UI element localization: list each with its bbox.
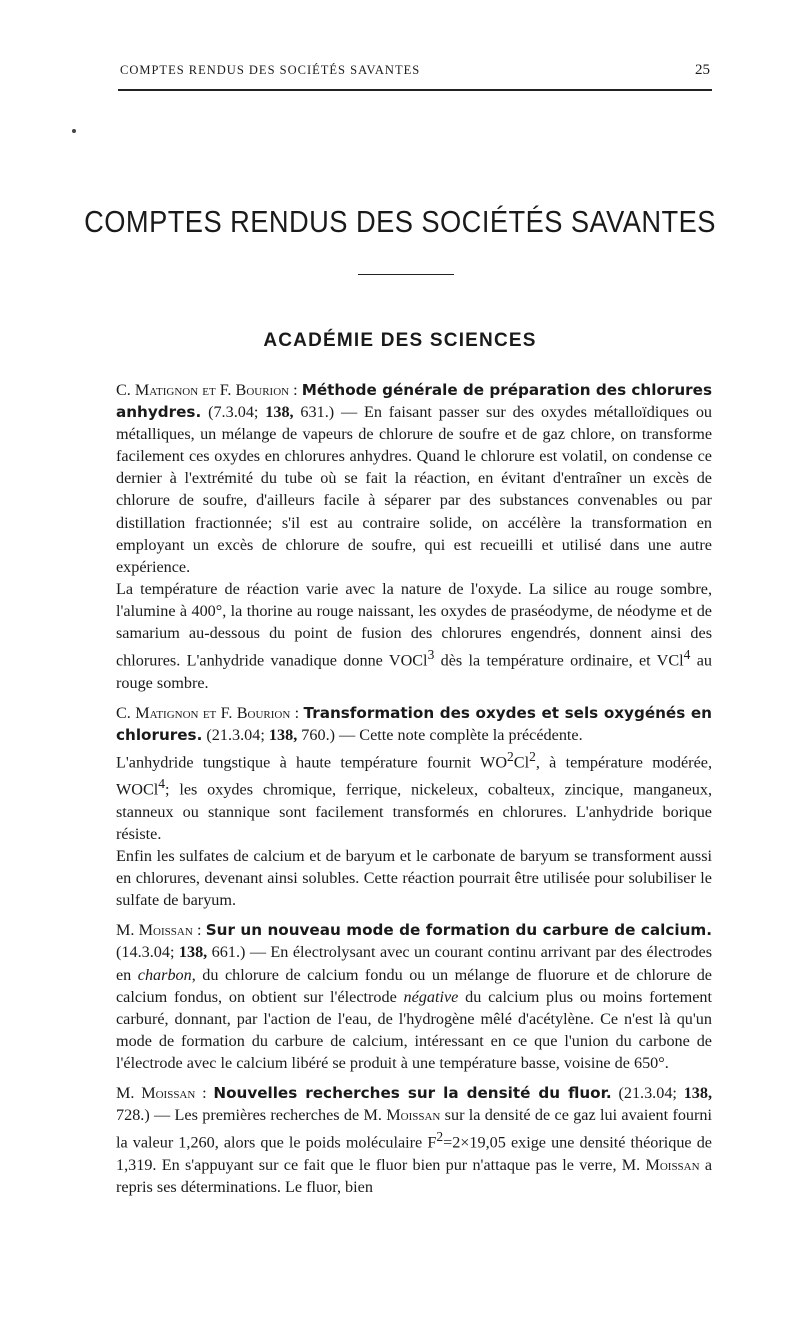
abstract-text: — Les premières recherches de M. (154, 1106, 387, 1125)
abstract-date: (7.3.04; (208, 403, 259, 422)
superscript: 4 (158, 776, 166, 792)
main-title: COMPTES RENDUS DES SOCIÉTÉS SAVANTES (84, 204, 716, 239)
abstract-paragraph (116, 1082, 712, 1198)
abstract-text: sur la densité de ce gaz lui avaient fourni la valeur 1,260, alors que le poids moléculaire F (116, 1106, 713, 1152)
abstract-date: (21.3.04; (206, 725, 265, 744)
title-divider (358, 274, 454, 275)
abstract-text: , à température modérée, WOCl (116, 753, 712, 799)
running-title: COMPTES RENDUS DES SOCIÉTÉS SAVANTES (120, 63, 421, 77)
abstract-text: ; les oxydes chromique, ferrique, nickeleux, cobalteux, zincique, manganeux, stanneux ou stannique sont facilement transformés en chlorures. L'anhydride borique résiste. (116, 780, 712, 843)
abstract-paragraph: Enfin les sulfates de calcium et de baryum et le carbonate de baryum se transforment aussi en chlorures, devenant ainsi solubles. Cette réaction pourrait être utilisée pour solubiliser le sulfate de baryum. (116, 847, 712, 910)
abstract-paragraph (116, 702, 712, 746)
abstract-date: (14.3.04; (116, 943, 175, 962)
superscript: 2 (529, 748, 536, 764)
abstract-title: Méthode générale de préparation des chlorures anhydres. (116, 381, 713, 422)
author-name: Moissan (386, 1106, 441, 1125)
page-number: 25 (695, 62, 710, 78)
ink-speck (72, 129, 76, 133)
abstract-paragraph (116, 379, 712, 578)
superscript: 2 (507, 748, 514, 764)
abstract-text: , du chlorure de calcium fondu ou un mélange de fluorure et de chlorure de calcium fondus, on obtient sur l'électrode (116, 965, 712, 1006)
abstract-title: Sur un nouveau mode de formation du carbure de calcium. (205, 921, 713, 940)
volume-number: 138, (265, 403, 294, 422)
emphasis: charbon (137, 965, 192, 984)
abstract-text: Cl (513, 753, 530, 772)
abstract-text: au rouge sombre. (116, 651, 712, 692)
author-name: Moissan (645, 1155, 700, 1174)
abstract-text: =2×19,05 exige une densité théorique de 1,319. En s'appuyant sur ce fait que le fluor bien pur n'attaque pas le verre, M. (116, 1133, 712, 1174)
page-reference: 631.) (300, 403, 335, 422)
abstract-title: Transformation des oxydes et sels oxygénés en chlorures. (116, 703, 712, 744)
abstract-paragraph (116, 578, 712, 694)
page-reference: 760.) (301, 725, 335, 744)
superscript: 4 (683, 647, 691, 663)
abstract-date: (21.3.04; (618, 1083, 677, 1102)
abstract-text: L'anhydride tungstique à haute température fournit WO (116, 753, 508, 772)
abstract-title: Nouvelles recherches sur la densité du fluor. (213, 1083, 612, 1102)
abstract-authors: C. Matignon et F. Bourion : (116, 703, 300, 722)
page-reference: 728.) (116, 1106, 150, 1125)
abstract-text: — Cette note complète la précédente. (339, 725, 583, 744)
abstract-authors: M. Moissan : (116, 921, 202, 940)
volume-number: 138, (683, 1083, 713, 1102)
abstract-authors: C. Matignon et F. Bourion : (116, 381, 298, 399)
header-rule (118, 89, 712, 91)
volume-number: 138, (178, 943, 208, 962)
abstract-text: dès la température ordinaire, et VCl (434, 651, 684, 670)
abstract-text: a repris ses déterminations. Le fluor, bien (116, 1155, 712, 1196)
abstract-text: La température de réaction varie avec la nature de l'oxyde. La silice au rouge sombre, l'alumine à 400°, la thorine au rouge naissant, les oxydes de praséodyme, de néodyme et de samarium au-dessous du point de fusion des chlorures engendrés, donnent ainsi des chlorures. L'anhydride vanadique donne VOCl (116, 579, 712, 670)
article-body (116, 379, 712, 1198)
abstract-text: — En électrolysant avec un courant continu arrivant par des électrodes en (116, 943, 713, 984)
abstract-paragraph (116, 919, 712, 1074)
abstract-text: du calcium plus ou moins fortement carburé, donnant, par l'action de l'eau, de l'hydrogène mêlé d'acétylène. Ce n'est là qu'un mode de formation du carbure de calcium, intéressant en ce que l'union du carbone de l'électrode avec le calcium libéré se produit à une température basse, voisine de 650°. (116, 987, 712, 1072)
abstract-authors: M. Moissan : (116, 1083, 207, 1102)
section-title: ACADÉMIE DES SCIENCES (263, 330, 537, 351)
abstract-paragraph (116, 746, 712, 845)
superscript: 3 (427, 647, 435, 663)
page-reference: 661.) (211, 943, 246, 962)
emphasis: négative (403, 987, 459, 1006)
volume-number: 138, (268, 725, 298, 744)
superscript: 2 (436, 1129, 444, 1145)
running-header (120, 62, 710, 79)
abstract-text: — En faisant passer sur des oxydes métalloïdiques ou métalliques, un mélange de vapeurs de chlorure de soufre et de gaz chlore, on transforme facilement ces oxydes en chlorures anhydres. Quand le chlorure est volatil, on condense ce dernier à l'extrémité du tube où se fait la réaction, en évitant d'entraîner un excès de chlorure de soufre, d'ailleurs facile à séparer par des substances convenables ou par distillation fractionnée; s'il est au contraire solide, on accélère la transformation en employant un excès de chlorure de soufre, qui est recueilli et utilisé dans une autre expérience. (116, 403, 713, 576)
